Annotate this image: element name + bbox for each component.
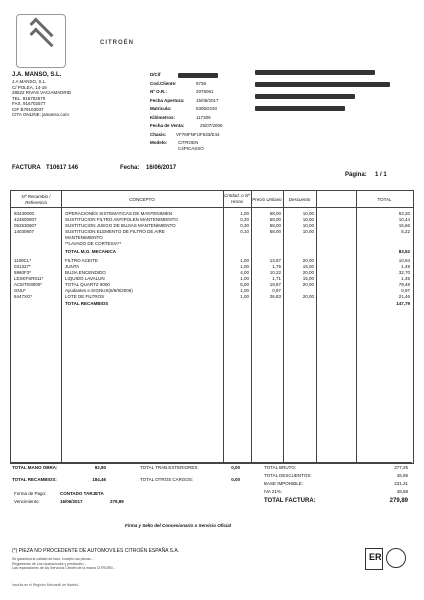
row-total: 79,48	[398, 282, 410, 287]
row-disc: 10,00	[302, 223, 314, 228]
totals-left	[10, 462, 260, 492]
row-qty: 1,00	[240, 258, 249, 263]
vehicle-info	[150, 72, 270, 152]
fecha-value: 16/06/2017	[146, 165, 177, 171]
redacted-block	[255, 106, 345, 111]
total-value: 231,31	[394, 481, 408, 486]
row-disc: 10,00	[302, 211, 314, 216]
row-total: 15,66	[398, 223, 410, 228]
row-concept: SUSTITUCION JUEGO DE BUJIAS MANTENIMIENTO	[65, 223, 176, 228]
row-price: 0,97	[272, 288, 281, 293]
certification-badge	[365, 548, 383, 570]
total-label: TOTAL TRAB.EXTERIORES:	[140, 465, 199, 470]
info-label: D/Cif	[150, 72, 161, 77]
row-concept: MANTENIMIENTO	[65, 235, 103, 240]
row-ref: GNU*	[14, 288, 26, 293]
company-line: CIF B79103037	[12, 106, 44, 112]
row-disc: 20,00	[302, 294, 314, 299]
customer-address-redacted	[255, 70, 395, 118]
vencimiento-amount: 279,89	[110, 499, 124, 504]
row-total: 10,44	[398, 217, 410, 222]
row-total: 21,46	[398, 294, 410, 299]
row-qty: 1,00	[240, 288, 249, 293]
brand-name: CITROËN	[100, 40, 134, 46]
row-concept: TOTAL QUARTZ 9000	[65, 282, 110, 287]
row-disc: 15,00	[302, 264, 314, 269]
total-factura-value: 279,89	[389, 498, 408, 504]
footer-small-text	[12, 557, 302, 571]
total-value: 277,26	[394, 465, 408, 470]
redacted-block	[178, 73, 218, 78]
row-price: 1,75	[272, 264, 281, 269]
footer-line: Las reparaciones de los Servicios Citroën de la marca CITROËN...	[12, 566, 116, 570]
row-concept: **LAVADO DE CORTESIA**	[65, 241, 122, 246]
row-total: 10,94	[398, 258, 410, 263]
company-line: J.A. MANSO, S.L.	[12, 72, 62, 78]
table-row	[11, 249, 413, 255]
row-concept: Ayudantes e.SIGNUS(6/8/9/2006)	[65, 288, 133, 293]
row-ref: LESKFSR011*	[14, 276, 44, 281]
row-qty: 4,00	[240, 270, 249, 275]
row-total: 1,45	[401, 276, 410, 281]
row-concept: TOTAL M.O. MECANICA	[65, 249, 116, 254]
table-row	[11, 241, 413, 247]
col-header-concepto: CONCEPTO	[129, 197, 155, 202]
row-total: 32,70	[398, 270, 410, 275]
row-price: 26,83	[269, 294, 281, 299]
row-ref: 1109CL*	[14, 258, 32, 263]
row-disc: 20,00	[302, 258, 314, 263]
forma-pago-label: Forma de Pago:	[14, 491, 47, 496]
factura-number: T10617 146	[46, 165, 79, 171]
col-header-disc: Descuento	[288, 197, 311, 202]
total-label: TOTAL MANO OBRA:	[12, 465, 58, 470]
row-qty: 1,00	[240, 294, 249, 299]
fecha-label: Fecha:	[120, 165, 140, 171]
row-concept: LIQUIDO LAVALUN	[65, 276, 105, 281]
total-value: 184,46	[92, 477, 106, 482]
col-header-ref: Nº Recambio / Referencia	[21, 194, 51, 205]
company-line: TEL. 916702570	[12, 95, 46, 101]
row-price: 1,71	[272, 276, 281, 281]
redacted-block	[255, 82, 390, 87]
row-total: 5,22	[401, 229, 410, 234]
company-block	[12, 72, 122, 118]
total-label: TOTAL BRUTO:	[264, 465, 297, 470]
row-ref: 5960F3*	[14, 270, 32, 275]
table-row	[11, 301, 413, 307]
row-concept: OPERACIONES SISTEMATICAS DE MANTENIMIEN	[65, 211, 173, 216]
table-row	[11, 294, 413, 300]
total-label: TOTAL DESCUENTOS:	[264, 473, 312, 478]
certification-icon: ER	[369, 552, 382, 562]
row-total: 83,52	[398, 249, 410, 254]
info-value: VF7MFNFUF533/E44	[176, 131, 220, 137]
info-value: 2075061	[196, 89, 214, 94]
vencimiento-date: 16/06/2017	[60, 499, 83, 504]
pagina-value: 1 / 1	[375, 172, 387, 178]
row-ref: 93430000	[14, 211, 35, 216]
info-value: 117309	[196, 114, 211, 120]
row-ref: 14030907	[14, 229, 35, 234]
info-label: Matricula:	[150, 106, 172, 111]
row-price: 19,87	[269, 282, 281, 287]
row-qty: 0,30	[240, 223, 249, 228]
info-label: Kilómetros:	[150, 114, 176, 120]
row-price: 58,00	[269, 217, 281, 222]
info-label: Chasis:	[150, 131, 167, 137]
footer-line: Se garantiza la calidad de todo, excepto las piezas...	[12, 557, 94, 561]
row-price: 58,00	[269, 211, 281, 216]
row-disc: 20,00	[302, 282, 314, 287]
info-value: 9736	[196, 80, 207, 86]
row-concept: LOTE DE FILTROS	[65, 294, 105, 299]
total-label: TOTAL OTROS CARGOS:	[140, 477, 194, 482]
company-line: 28522 RIVAS VACIAMADRID	[12, 90, 72, 95]
total-value: 48,58	[396, 489, 408, 494]
info-label: Modelo:	[150, 140, 168, 145]
row-disc: 10,00	[302, 217, 314, 222]
info-value: C4PICASSO	[178, 146, 204, 151]
row-qty: 1,00	[240, 211, 249, 216]
redacted-block	[255, 94, 355, 99]
row-disc: 20,00	[302, 270, 314, 275]
row-disc: 15,00	[302, 276, 314, 281]
info-label: Nº O.R.:	[150, 89, 167, 94]
row-price: 58,00	[269, 229, 281, 234]
row-price: 10,22	[269, 270, 281, 275]
total-value: 45,95	[396, 473, 408, 478]
row-qty: 0,20	[240, 217, 249, 222]
col-header-qty: Cntdad. o Nº Horas	[224, 193, 250, 204]
footer-line: Reglamento de Las reparaciones y prestación...	[12, 561, 87, 566]
total-label: IVA 21%:	[264, 489, 283, 494]
total-label: BASE IMPONIBLE:	[264, 481, 304, 486]
col-header-price: Precio Unitario	[252, 197, 282, 202]
col-header-total: TOTAL	[377, 197, 392, 202]
row-qty: 1,00	[240, 264, 249, 269]
brand-logo	[16, 14, 66, 68]
row-ref: ACEITE9000*	[14, 282, 43, 287]
row-ref: 6447XG*	[14, 294, 33, 299]
row-concept: BUJIA ENCENDIDO	[65, 270, 106, 275]
total-value: 0,00	[231, 477, 240, 482]
company-line: FAX. 916702577	[12, 101, 46, 106]
total-factura-label: TOTAL FACTURA:	[264, 498, 316, 504]
info-label: Cod.Cliente:	[150, 80, 177, 86]
invoice-lines-table	[10, 190, 414, 464]
row-qty: 5,00	[240, 282, 249, 287]
row-qty: 0,10	[240, 229, 249, 234]
row-ref: 052530907	[14, 223, 37, 228]
company-line: C/ POLEA, 14-16	[12, 84, 47, 90]
total-value: 0,00	[231, 465, 240, 470]
info-value: 15/06/2017	[196, 97, 219, 103]
company-line: J.A MANSO, S.L.	[12, 79, 47, 84]
row-total: 147,79	[396, 301, 410, 306]
certification-seal	[386, 548, 406, 568]
vencimiento-label: Vencimiento:	[14, 499, 40, 504]
pieza-note: (*) PIEZA NO PROCEDENTE DE AUTOMOVILES CITROËN ESPAÑA S.A.	[12, 548, 180, 554]
row-concept: SUSTITUCION ELEMENTO DE FILTRO DE AIRE	[65, 229, 165, 234]
signature-caption: Firma y Sello del Concesionario o Servicio Oficial	[125, 523, 232, 528]
row-disc: 10,00	[302, 229, 314, 234]
row-total: 1,49	[401, 264, 410, 269]
row-qty: 1,00	[240, 276, 249, 281]
pagina-label: Página:	[345, 172, 367, 178]
info-value: 25/07/2006	[200, 123, 223, 128]
info-value: 5306GGM	[196, 106, 217, 111]
factura-label: FACTURA	[12, 165, 41, 171]
row-ref: 424500907	[14, 217, 37, 222]
total-label: TOTAL RECAMBIOS:	[12, 477, 57, 482]
row-concept: SUSTITUCION FILTRO ANTIPOLEN MANTENIMIENTO	[65, 217, 178, 222]
row-price: 13,67	[269, 258, 281, 263]
row-total: 52,20	[398, 211, 410, 216]
redacted-block	[255, 70, 375, 75]
total-value: 92,80	[94, 465, 106, 470]
registry-text: Inscrita en el Registro Mercantil de Madrid...	[12, 583, 81, 587]
row-concept: TOTAL RECAMBIOS	[65, 301, 109, 306]
row-ref: 031327*	[14, 264, 31, 269]
info-label: Fecha Apertura:	[150, 97, 185, 103]
info-label: Fecha de Venta:	[150, 123, 185, 128]
row-total: 0,97	[401, 288, 410, 293]
company-line: CITA ONLINE: jamanso.com	[12, 112, 69, 117]
row-price: 58,00	[269, 223, 281, 228]
row-concept: FILTRO ACEITE	[65, 258, 98, 263]
forma-pago-value: CONTADO TARJETA	[60, 491, 104, 496]
row-concept: JUNTA	[65, 264, 80, 269]
info-value: CITROEN	[178, 140, 199, 145]
